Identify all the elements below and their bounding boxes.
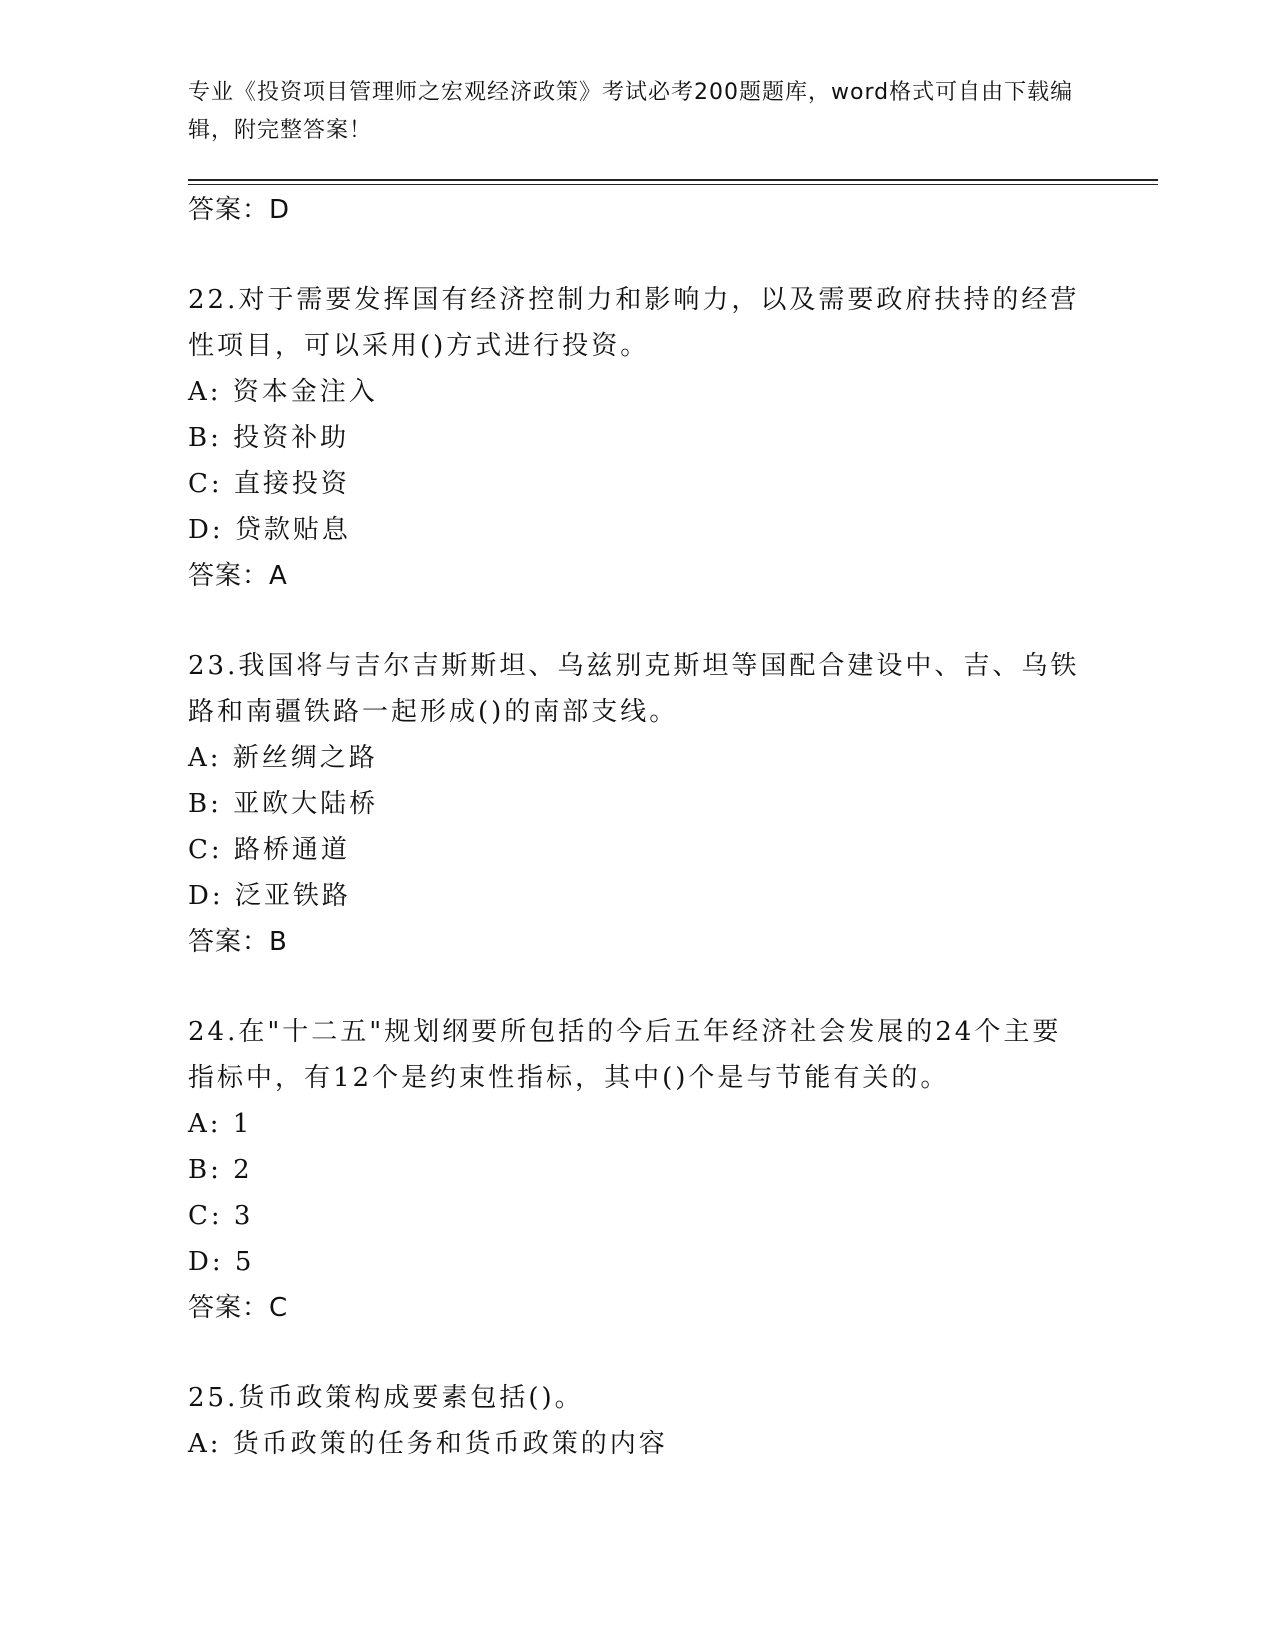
- question-block-25: [188, 1375, 1088, 1467]
- answer-line: 答案：C: [188, 1293, 289, 1323]
- option-d: D: 5: [188, 1247, 255, 1277]
- question-text: 23.我国将与吉尔吉斯斯坦、乌兹别克斯坦等国配合建设中、吉、乌铁路和南疆铁路一起形成()的南部支线。: [188, 651, 1080, 727]
- document-body: [188, 187, 1088, 1467]
- question-block-24: [188, 1009, 1088, 1331]
- document-header: 专业《投资项目管理师之宏观经济政策》考试必考200题题库，word格式可自由下载编辑，附完整答案！: [188, 80, 1074, 143]
- option-b: B: 亚欧大陆桥: [188, 789, 379, 819]
- option-c: C: 路桥通道: [188, 835, 350, 865]
- answer-line: 答案：D: [188, 195, 291, 225]
- option-a: A: 货币政策的任务和货币政策的内容: [188, 1429, 668, 1459]
- header-divider-thick: [188, 179, 1158, 181]
- question-text: 24.在"十二五"规划纲要所包括的今后五年经济社会发展的24个主要指标中，有12个是约束性指标，其中()个是与节能有关的。: [188, 1017, 1062, 1093]
- spacer: [188, 965, 1088, 1009]
- header-divider-thin: [188, 184, 1158, 185]
- answer-line: 答案：A: [188, 561, 288, 591]
- option-b: B: 投资补助: [188, 423, 350, 453]
- option-a: A: 1: [188, 1109, 253, 1139]
- question-block-22: [188, 277, 1088, 599]
- question-text: 22.对于需要发挥国有经济控制力和影响力，以及需要政府扶持的经营性项目，可以采用()方式进行投资。: [188, 285, 1080, 361]
- question-text: 25.货币政策构成要素包括()。: [188, 1383, 584, 1413]
- spacer: [188, 599, 1088, 643]
- option-b: B: 2: [188, 1155, 253, 1185]
- spacer: [188, 1331, 1088, 1375]
- option-d: D: 贷款贴息: [188, 515, 351, 545]
- option-a: A: 新丝绸之路: [188, 743, 378, 773]
- answer-line: 答案：B: [188, 927, 288, 957]
- spacer: [188, 233, 1088, 277]
- option-c: C: 3: [188, 1201, 254, 1231]
- option-c: C: 直接投资: [188, 469, 350, 499]
- option-a: A: 资本金注入: [188, 377, 378, 407]
- option-d: D: 泛亚铁路: [188, 881, 351, 911]
- question-block-23: [188, 643, 1088, 965]
